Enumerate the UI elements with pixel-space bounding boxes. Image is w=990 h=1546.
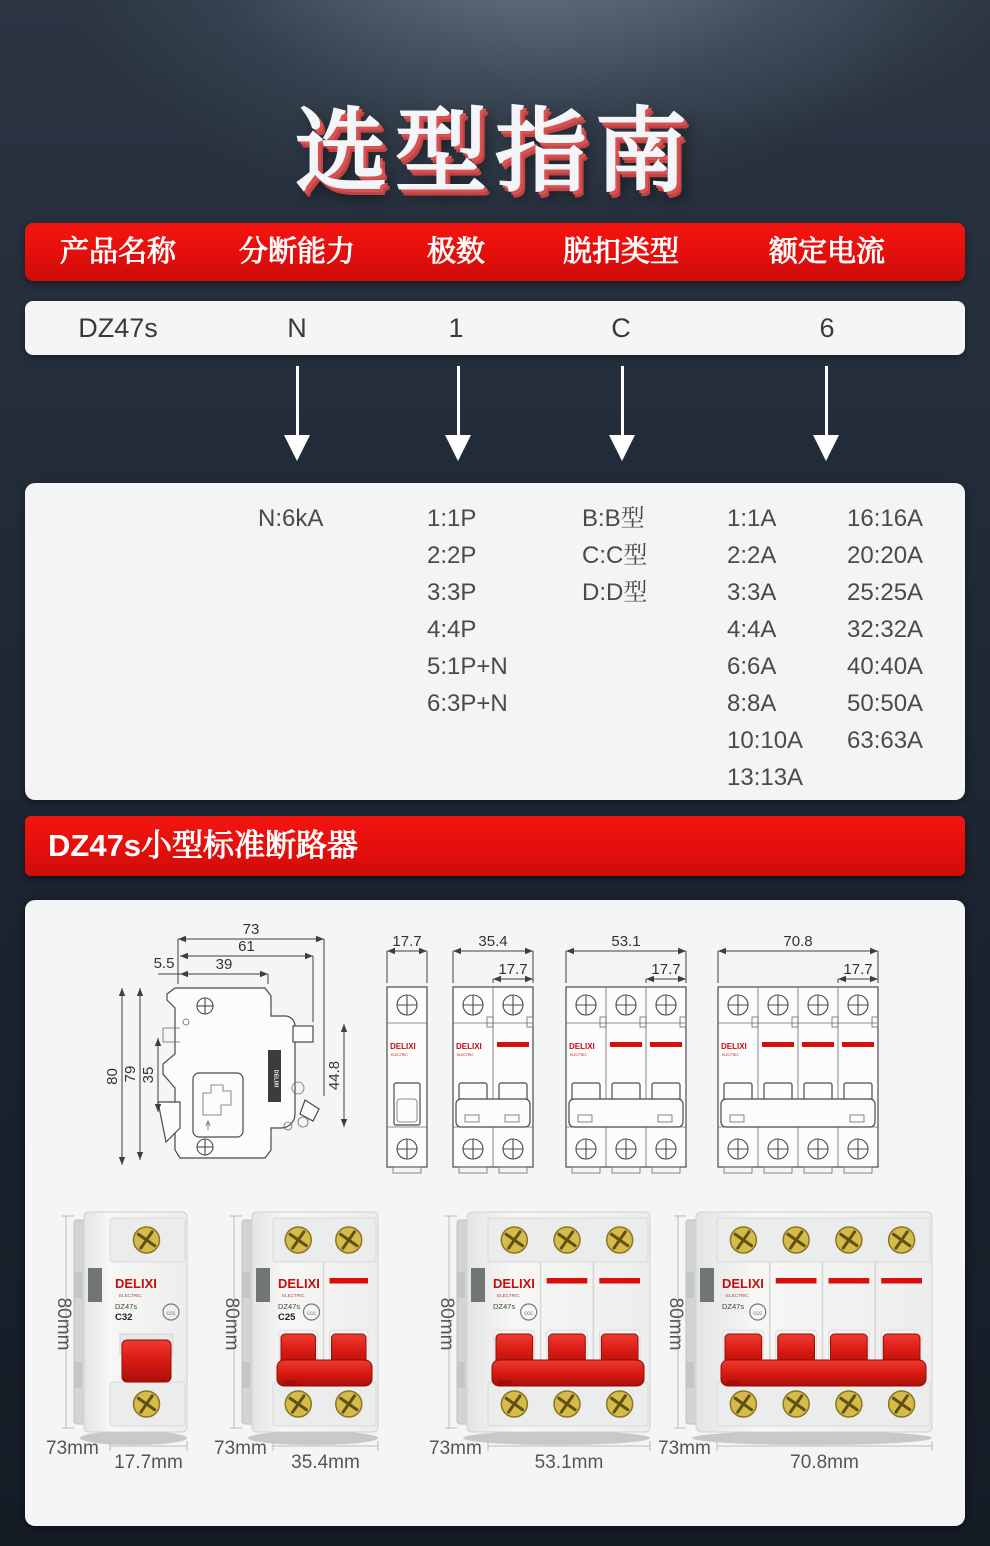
svg-text:80mm: 80mm bbox=[221, 1297, 242, 1351]
code-breaking-capacity: N bbox=[287, 313, 307, 343]
current-option: 50:50A bbox=[847, 690, 924, 717]
current-option: 1:1A bbox=[727, 505, 777, 532]
svg-text:70.8mm: 70.8mm bbox=[790, 1452, 859, 1473]
product-photo-4p bbox=[652, 1200, 974, 1475]
pole-option: 4:4P bbox=[427, 616, 477, 643]
svg-text:ELECTRIC: ELECTRIC bbox=[726, 1293, 749, 1298]
svg-text:53.1mm: 53.1mm bbox=[534, 1452, 604, 1473]
down-arrow-icon bbox=[812, 366, 840, 462]
svg-text:DELIXI: DELIXI bbox=[272, 1069, 279, 1088]
options-panel bbox=[25, 483, 965, 800]
svg-text:80mm: 80mm bbox=[53, 1297, 74, 1351]
svg-text:80mm: 80mm bbox=[436, 1297, 457, 1351]
code-product-name: DZ47s bbox=[78, 313, 158, 343]
svg-text:DZ47s: DZ47s bbox=[115, 1302, 138, 1311]
current-option: 40:40A bbox=[847, 653, 924, 680]
breaking-capacity-option: N:6kA bbox=[258, 505, 324, 532]
svg-text:17.7: 17.7 bbox=[392, 933, 422, 950]
front-view-4p-drawing bbox=[698, 935, 898, 1185]
svg-text:ccc: ccc bbox=[753, 1311, 763, 1317]
down-arrow-icon bbox=[444, 366, 472, 462]
trip-type-option: B:B型 bbox=[582, 505, 645, 532]
svg-text:DELIXI: DELIXI bbox=[115, 1276, 157, 1291]
pole-option: 2:2P bbox=[427, 542, 477, 569]
svg-text:ELECTRIC: ELECTRIC bbox=[497, 1293, 520, 1298]
svg-text:53.1: 53.1 bbox=[611, 933, 641, 950]
svg-text:DELIXI: DELIXI bbox=[390, 1042, 416, 1051]
svg-text:DZ47s: DZ47s bbox=[722, 1302, 745, 1311]
svg-text:17.7mm: 17.7mm bbox=[114, 1452, 183, 1473]
svg-text:ELECTRIC: ELECTRIC bbox=[570, 1053, 587, 1057]
svg-text:ELECTRIC: ELECTRIC bbox=[722, 1053, 739, 1057]
down-arrow-icon bbox=[608, 366, 636, 462]
pole-option: 5:1P+N bbox=[427, 653, 508, 680]
svg-text:C25: C25 bbox=[278, 1312, 296, 1323]
svg-text:80mm: 80mm bbox=[665, 1297, 686, 1351]
current-option: 4:4A bbox=[727, 616, 777, 643]
current-option: 2:2A bbox=[727, 542, 777, 569]
svg-text:35.4mm: 35.4mm bbox=[291, 1452, 360, 1473]
current-option: 8:8A bbox=[727, 690, 777, 717]
drawings-panel bbox=[25, 900, 965, 1526]
svg-text:DELIXI: DELIXI bbox=[721, 1042, 747, 1051]
svg-text:17.7: 17.7 bbox=[651, 961, 681, 978]
svg-text:C32: C32 bbox=[115, 1312, 133, 1323]
current-options-column-1 bbox=[727, 500, 803, 796]
code-rated-current: 6 bbox=[819, 313, 835, 343]
svg-text:ELECTRIC: ELECTRIC bbox=[391, 1053, 408, 1057]
svg-text:73mm: 73mm bbox=[429, 1438, 482, 1459]
table-header bbox=[25, 223, 965, 281]
svg-text:44.8: 44.8 bbox=[326, 1060, 343, 1091]
current-option: 13:13A bbox=[727, 764, 804, 791]
svg-text:73mm: 73mm bbox=[658, 1438, 711, 1459]
trip-type-option: C:C型 bbox=[582, 542, 648, 569]
code-poles: 1 bbox=[448, 313, 464, 343]
svg-text:17.7: 17.7 bbox=[843, 961, 873, 978]
current-option: 16:16A bbox=[847, 505, 924, 532]
svg-text:73mm: 73mm bbox=[214, 1438, 267, 1459]
svg-text:39: 39 bbox=[215, 956, 233, 973]
trip-type-options-list bbox=[582, 500, 647, 611]
current-option: 32:32A bbox=[847, 616, 924, 643]
trip-type-option: D:D型 bbox=[582, 579, 648, 606]
pole-options-list bbox=[427, 500, 508, 722]
pole-option: 1:1P bbox=[427, 505, 477, 532]
svg-text:79: 79 bbox=[122, 1065, 139, 1083]
product-photo-1p bbox=[40, 1200, 227, 1475]
product-photo-3p bbox=[423, 1200, 691, 1475]
header-rated-current: 额定电流 bbox=[768, 236, 886, 268]
pole-option: 3:3P bbox=[427, 579, 477, 606]
svg-text:ELECTRIC: ELECTRIC bbox=[282, 1293, 305, 1298]
svg-text:DELIXI: DELIXI bbox=[569, 1042, 595, 1051]
current-option: 63:63A bbox=[847, 727, 924, 754]
product-photo-2p bbox=[208, 1200, 420, 1475]
svg-text:ccc: ccc bbox=[307, 1311, 316, 1317]
svg-text:DZ47s: DZ47s bbox=[493, 1302, 516, 1311]
svg-text:ccc: ccc bbox=[524, 1311, 534, 1317]
front-view-2p-drawing bbox=[433, 935, 553, 1185]
svg-text:DELIXI: DELIXI bbox=[278, 1276, 320, 1291]
current-options-column-2 bbox=[847, 500, 923, 759]
current-option: 10:10A bbox=[727, 727, 804, 754]
svg-text:DZ47s: DZ47s bbox=[278, 1302, 301, 1311]
header-trip-type: 脱扣类型 bbox=[562, 236, 680, 268]
header-poles: 极数 bbox=[426, 236, 486, 268]
code-row bbox=[25, 301, 965, 355]
current-option: 6:6A bbox=[727, 653, 777, 680]
page-title: 选型指南 bbox=[294, 101, 695, 203]
svg-text:73mm: 73mm bbox=[46, 1438, 99, 1459]
current-option: 3:3A bbox=[727, 579, 777, 606]
header-breaking-capacity: 分断能力 bbox=[238, 236, 356, 268]
current-option: 20:20A bbox=[847, 542, 924, 569]
svg-text:61: 61 bbox=[238, 938, 255, 955]
svg-text:17.7: 17.7 bbox=[498, 961, 528, 978]
svg-text:35: 35 bbox=[140, 1066, 157, 1084]
code-trip-type: C bbox=[611, 313, 631, 343]
svg-text:DELIXI: DELIXI bbox=[493, 1276, 535, 1291]
front-view-3p-drawing bbox=[546, 935, 706, 1185]
svg-text:DELIXI: DELIXI bbox=[456, 1042, 482, 1051]
svg-text:ELECTRIC: ELECTRIC bbox=[457, 1053, 474, 1057]
section-title-bar bbox=[25, 816, 965, 876]
section-title: DZ47s小型标准断路器 bbox=[48, 828, 359, 863]
svg-text:ELECTRIC: ELECTRIC bbox=[119, 1293, 142, 1298]
svg-text:80: 80 bbox=[104, 1068, 121, 1085]
pole-option: 6:3P+N bbox=[427, 690, 508, 717]
svg-text:DELIXI: DELIXI bbox=[722, 1276, 764, 1291]
svg-text:5.5: 5.5 bbox=[153, 955, 175, 972]
side-view-technical-drawing bbox=[100, 910, 370, 1205]
svg-text:70.8: 70.8 bbox=[783, 933, 813, 950]
svg-text:35.4: 35.4 bbox=[478, 933, 508, 950]
header-product-name: 产品名称 bbox=[59, 236, 177, 268]
svg-text:ccc: ccc bbox=[166, 1311, 176, 1317]
current-option: 25:25A bbox=[847, 579, 924, 606]
down-arrow-icon bbox=[283, 366, 311, 462]
svg-text:73: 73 bbox=[242, 921, 260, 938]
